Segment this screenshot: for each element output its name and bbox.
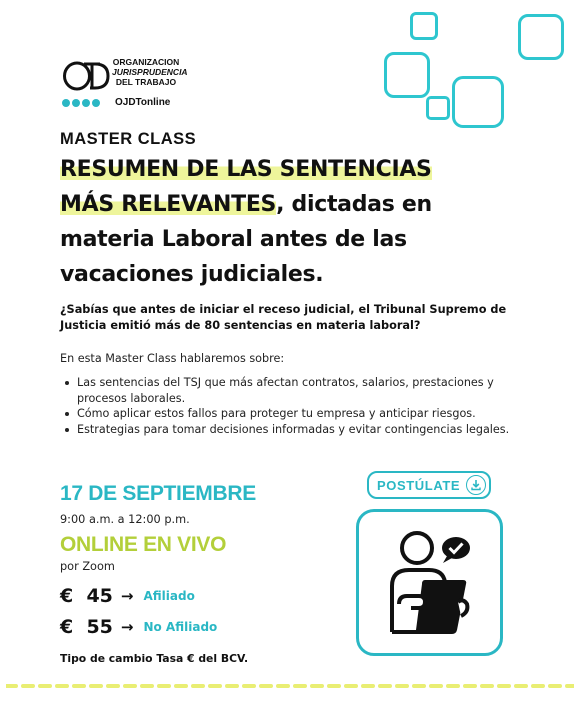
deco-square (426, 96, 450, 120)
title-text: vacaciones judiciales. (60, 262, 324, 287)
deco-square (518, 14, 564, 60)
org-name-line: DEL TRABAJO (115, 77, 177, 87)
price-tier: Afiliado (143, 589, 195, 603)
title-text: , dictadas en (276, 192, 432, 217)
kicker: MASTER CLASS (60, 130, 197, 148)
event-time: 9:00 a.m. a 12:00 p.m. (60, 513, 190, 526)
title-highlight: RESUMEN DE LAS SENTENCIAS (60, 157, 432, 182)
org-name (112, 57, 188, 87)
deco-square (384, 52, 430, 98)
list-item: Las sentencias del TSJ que más afectan contratos, salarios, prestaciones y procesos laborales. (60, 375, 530, 406)
exchange-note: Tipo de cambio Tasa € del BCV. (60, 652, 249, 665)
price-row (60, 585, 195, 607)
youtube-icon[interactable] (82, 99, 90, 107)
apply-button[interactable] (367, 471, 491, 499)
price-tier: No Afiliado (143, 620, 218, 634)
apply-button-label: POSTÚLATE (377, 477, 461, 493)
arrow-right-icon: → (120, 618, 134, 636)
event-date: 17 DE SEPTIEMBRE (60, 482, 256, 505)
event-mode: ONLINE EN VIVO (60, 533, 227, 556)
price-row (60, 616, 217, 638)
price-amount: € 45 (60, 585, 113, 607)
illustration-box (356, 509, 503, 656)
price-amount: € 55 (60, 616, 113, 638)
title-highlight: MÁS RELEVANTES (60, 192, 277, 217)
topics-list (60, 375, 530, 437)
download-icon (466, 475, 486, 495)
list-item: Cómo aplicar estos fallos para proteger tu empresa y anticipar riesgos. (60, 406, 530, 422)
arrow-right-icon: → (120, 587, 134, 605)
page-title (60, 152, 530, 292)
social-icons (62, 99, 100, 107)
dashed-divider (6, 684, 574, 688)
lead-question: ¿Sabías que antes de iniciar el receso judicial, el Tribunal Supremo de Justicia emitió más de 80 sentencias en materia laboral? (60, 303, 507, 332)
org-name-line: ORGANIZACION (112, 57, 180, 67)
instagram-icon[interactable] (72, 99, 80, 107)
telegram-icon[interactable] (92, 99, 100, 107)
org-name-line: JURISPRUDENCIA (112, 67, 188, 77)
title-text: materia Laboral antes de las (60, 227, 407, 252)
event-platform: por Zoom (60, 560, 115, 573)
deco-square (410, 12, 438, 40)
list-item: Estrategias para tomar decisiones informadas y evitar contingencias legales. (60, 422, 530, 438)
person-approved-icon (359, 512, 500, 653)
linkedin-icon[interactable] (62, 99, 70, 107)
deco-square (452, 76, 504, 128)
topics-intro: En esta Master Class hablaremos sobre: (60, 352, 285, 365)
social-handle: OJDTonline (115, 97, 171, 108)
ojd-logo-icon (62, 60, 112, 92)
